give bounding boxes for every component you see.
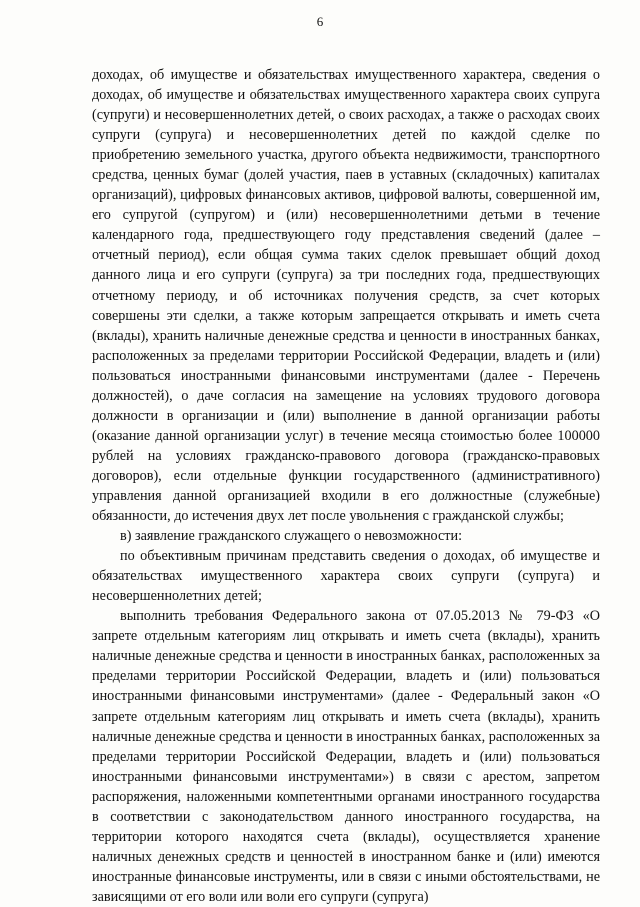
page-number: 6 bbox=[316, 14, 324, 29]
paragraph-3: по объективным причинам представить сведения о доходах, об имуществе и обязательствах имущественного характера своих супруги (супруга) и несовершеннолетних детей; bbox=[92, 548, 600, 605]
document-body bbox=[92, 65, 600, 907]
paragraph-1: доходах, об имуществе и обязательствах имущественного характера, сведения о доходах, об имуществе и обязательствах имущественного характера своих супруга (супруги) и несовершеннолетних детей, о своих расходах, а также о расходах своих супруги (супруга) и несовершеннолетних детей по каждой сделке по приобретению земельного участка, другого объекта недвижимости, транспортного средства, ценных бумаг (долей участия, паев в уставных (складочных) капиталах организаций), цифровых финансовых активов, цифровой валюты, совершенной им, его супругой (супругом) и (или) несовершеннолетними детьми в течение календарного года, предшествующего году представления сведений (далее – отчетный период), если общая сумма таких сделок превышает общий доход данного лица и его супруги (супруга) за три последних года, предшествующих отчетному периоду, и об источниках получения средств, за счет которых совершены эти сделки, а также которым запрещается открывать и иметь счета (вклады), хранить наличные денежные средства и ценности в иностранных банках, расположенных за пределами территории Российской Федерации, владеть и (или) пользоваться иностранными финансовыми инструментами (далее - Перечень должностей), о даче согласия на замещение на условиях трудового договора должности в организации и (или) выполнение в данной организации работы (оказание данной организации услуг) в течение месяца стоимостью более 100000 рублей на условиях гражданско-правового договора (гражданско-правовых договоров), если отдельные функции государственного (административного) управления данной организацией входили в его должностные (служебные) обязанности, до истечения двух лет после увольнения с гражданской службы; bbox=[92, 67, 600, 525]
paragraph-4: выполнить требования Федерального закона от 07.05.2013 № 79-ФЗ «О запрете отдельным категориям лиц открывать и иметь счета (вклады), хранить наличные денежные средства и ценности в иностранных банках, расположенных за пределами территории Российской Федерации, владеть и (или) пользоваться иностранными финансовыми инструментами» (далее - Федеральный закон «О запрете отдельным категориям лиц открывать и иметь счета (вклады), хранить наличные денежные средства и ценности в иностранных банках, расположенных за пределами территории Российской Федерации, владеть и (или) пользоваться иностранными финансовыми инструментами») в связи с арестом, запретом распоряжения, наложенными компетентными органами иностранного государства в соответствии с законодательством данного иностранного государства, на территории которого находятся счета (вклады), осуществляется хранение наличных денежных средств и ценностей в иностранном банке и (или) имеются иностранные финансовые инструменты, или в связи с иными обстоятельствами, не зависящими от его воли или воли его супруги (супруга) bbox=[92, 608, 600, 905]
paragraph-2: в) заявление гражданского служащего о невозможности: bbox=[120, 528, 463, 545]
